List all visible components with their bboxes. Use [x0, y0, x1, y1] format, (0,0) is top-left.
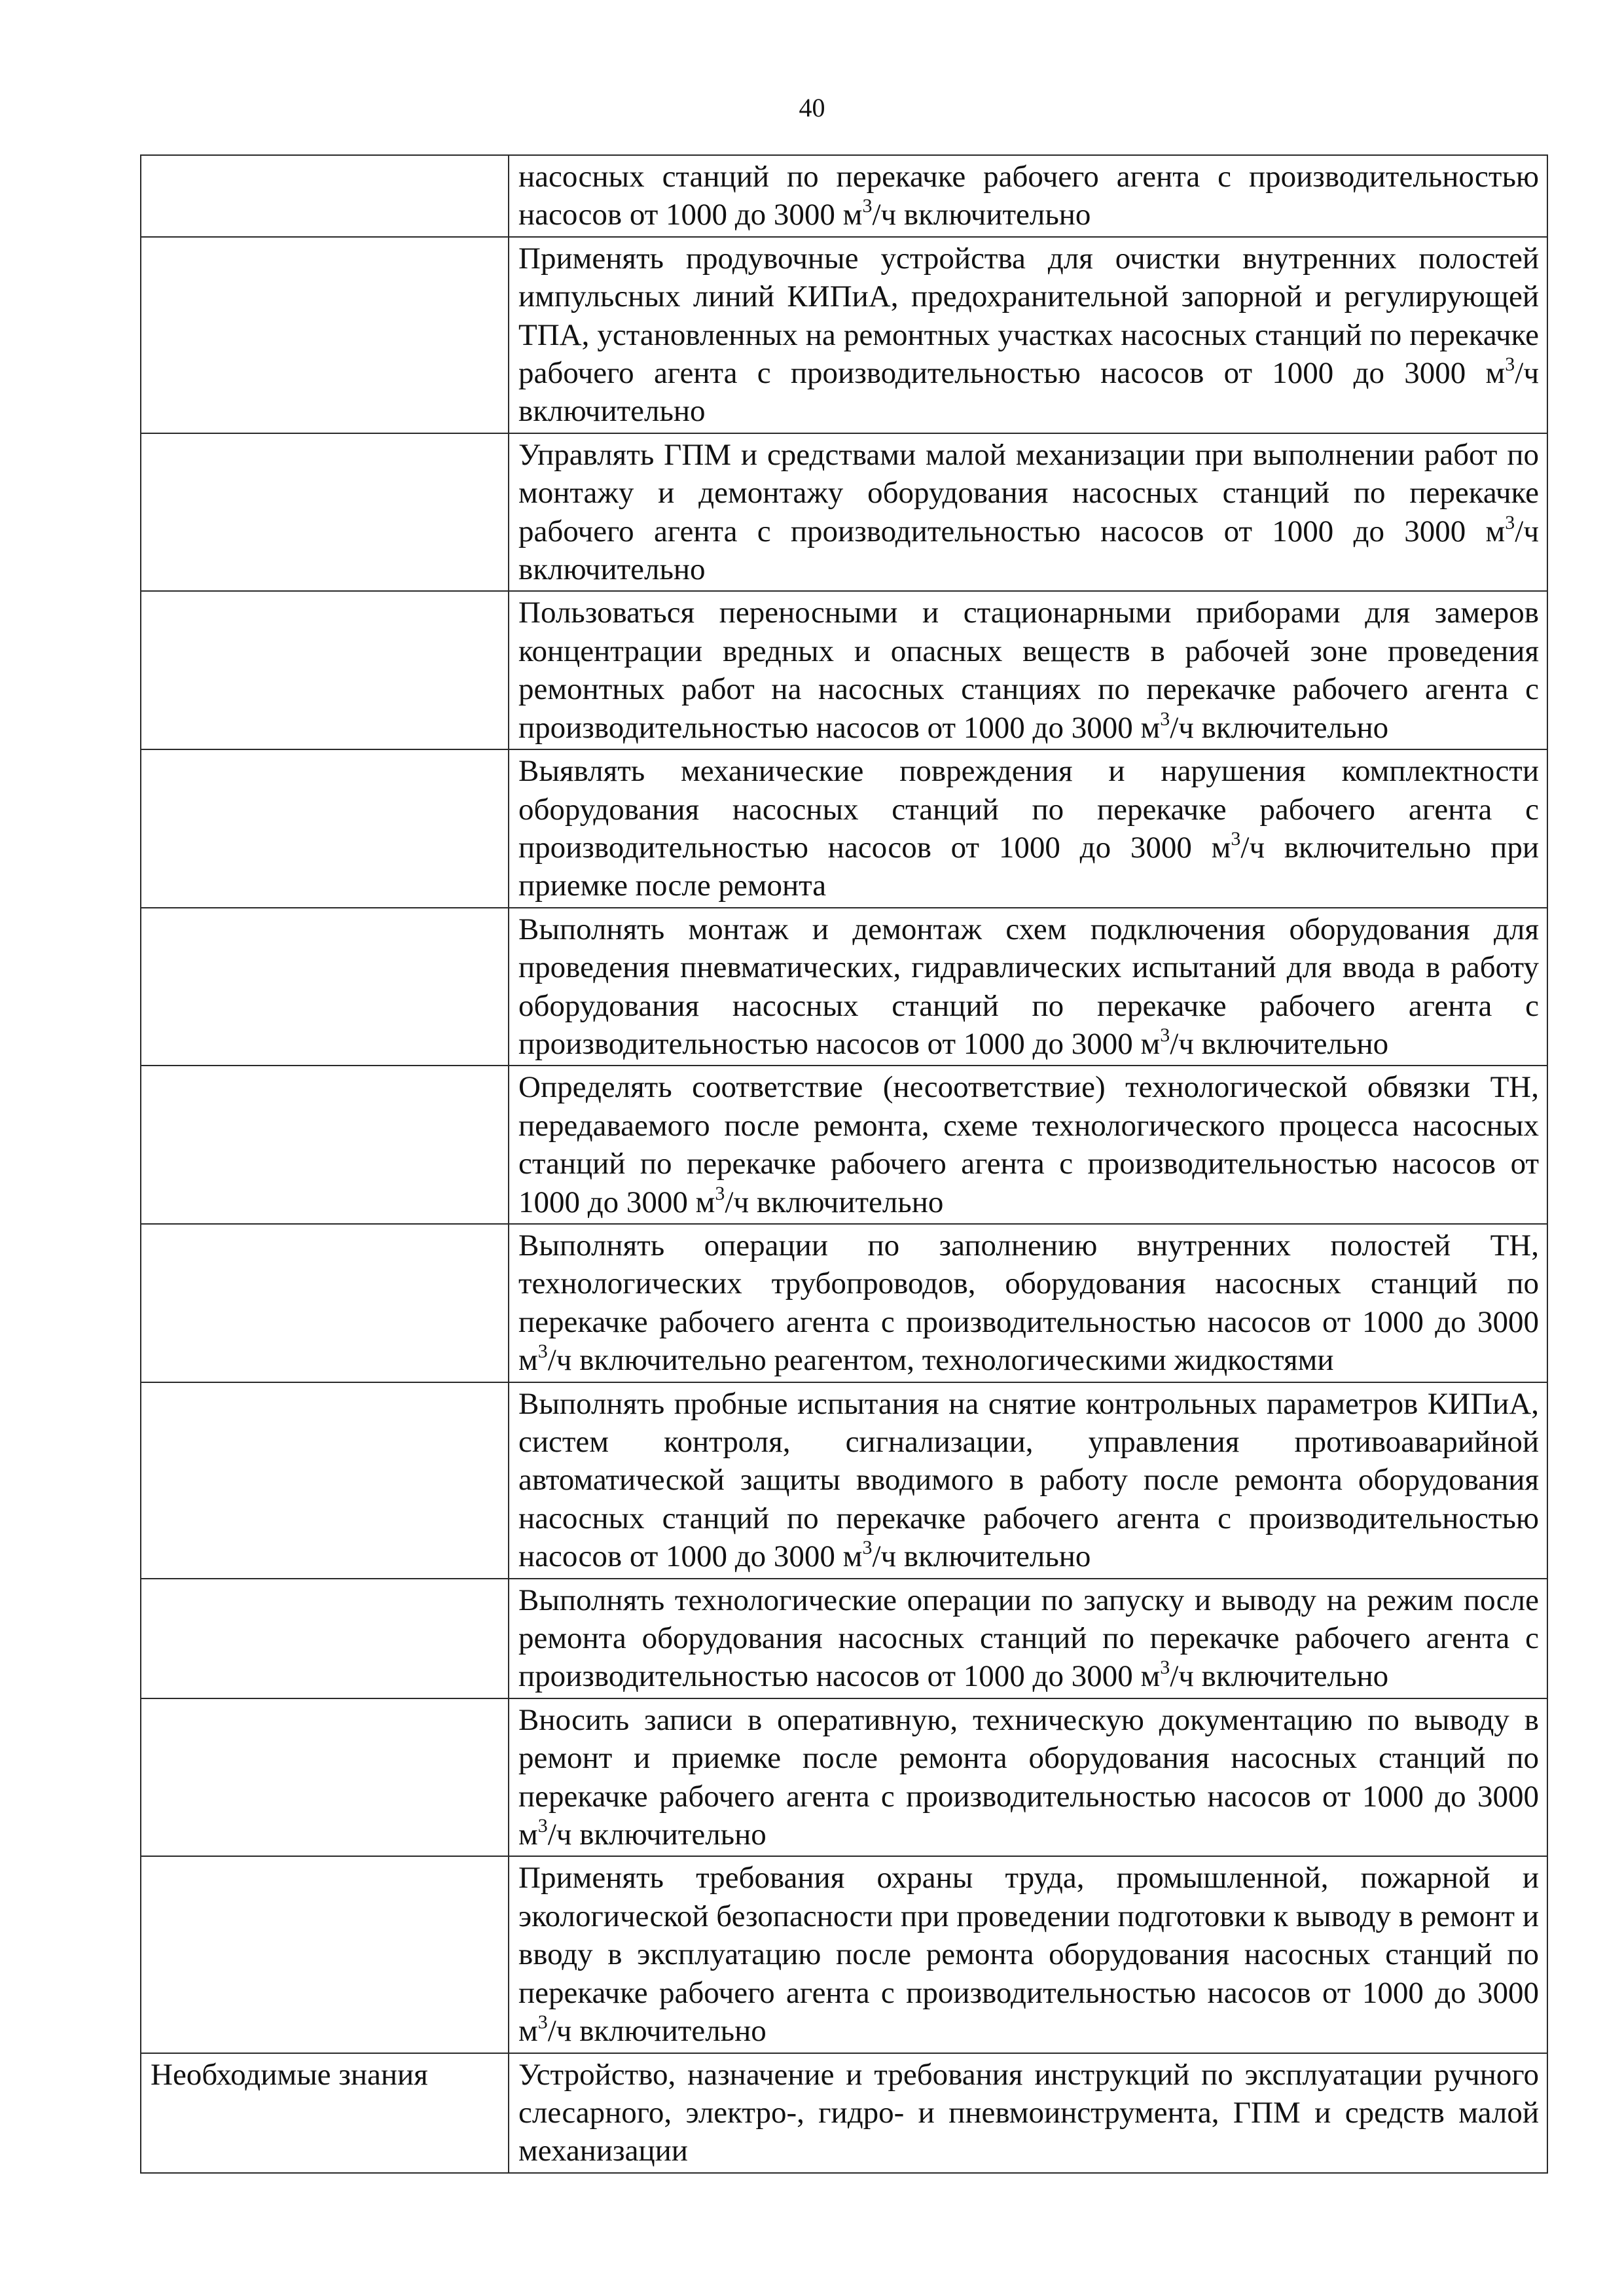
cell-text: /ч включительно — [872, 198, 1091, 232]
cell-text: Выявлять механические повреждения и нарушения комплектности оборудования насосных станций по перекачке рабочего агента с производительностью насосов от 1000 до 3000 м — [518, 754, 1539, 865]
row-text-cell — [509, 908, 1547, 1066]
cell-text: Пользоваться переносными и стационарными приборами для замеров концентрации вредных и опасных веществ в рабочей зоне проведения ремонтных работ на насосных станциях по перекачке рабочего агента с производительностью насосов от 1000 до 3000 м — [518, 596, 1539, 745]
table-row — [141, 1382, 1547, 1579]
cell-text: /ч включительно — [547, 2014, 767, 2049]
table-row — [141, 1224, 1547, 1382]
row-text-cell — [509, 1066, 1547, 1224]
cell-text: Вносить записи в оперативную, техническую документацию по выводу в ремонт и приемке после ремонта оборудования насосных станций по перекачке рабочего агента с производительностью насосов от 1000 до 3000 м — [518, 1702, 1539, 1852]
superscript-text: 3 — [1160, 708, 1170, 730]
row-label-cell: Необходимые знания — [141, 2053, 509, 2173]
cell-text: Применять продувочные устройства для очистки внутренних полостей импульсных линий КИПиА, предохранительной запорной и регулирующей ТПА, установленных на ремонтных участках насосных станций по перекачке рабочего агента с производительностью насосов от 1000 до 3000 м — [518, 241, 1539, 391]
row-text-cell — [509, 433, 1547, 592]
cell-text: /ч включительно — [518, 356, 1539, 429]
row-label-cell — [141, 237, 509, 433]
cell-text: /ч включительно — [725, 1185, 944, 1219]
superscript-text: 3 — [862, 1537, 873, 1559]
row-text-cell — [509, 237, 1547, 433]
superscript-text: 3 — [1505, 353, 1515, 376]
cell-text: /ч включительно — [872, 1539, 1091, 1574]
row-text-cell — [509, 749, 1547, 908]
row-text-cell — [509, 155, 1547, 237]
row-label-cell — [141, 1066, 509, 1224]
cell-text: /ч включительно при приемке после ремонта — [518, 830, 1539, 903]
table-row — [141, 155, 1547, 237]
table-row — [141, 433, 1547, 592]
cell-text: /ч включительно реагентом, технологическими жидкостями — [547, 1343, 1334, 1378]
cell-text: Выполнять технологические операции по запуску и выводу на режим после ремонта оборудования насосных станций по перекачке рабочего агента с производительностью насосов от 1000 до 3000 м — [518, 1583, 1539, 1694]
table-row — [141, 1579, 1547, 1698]
row-label-cell — [141, 1856, 509, 2053]
row-label-cell — [141, 1382, 509, 1579]
table-row — [141, 1066, 1547, 1224]
cell-text: /ч включительно — [1170, 710, 1389, 745]
cell-text: /ч включительно — [518, 514, 1539, 587]
table-body — [141, 155, 1547, 2173]
row-label-cell — [141, 155, 509, 237]
cell-text: Выполнять монтаж и демонтаж схем подключения оборудования для проведения пневматических, гидравлических испытаний для ввода в работу оборудования насосных станций по перекачке рабочего агента с производительностью насосов от 1000 до 3000 м — [518, 912, 1539, 1061]
superscript-text: 3 — [537, 1340, 548, 1363]
row-text-cell — [509, 1579, 1547, 1698]
cell-text: /ч включительно — [1170, 1026, 1389, 1061]
superscript-text: 3 — [537, 1815, 548, 1837]
table-row — [141, 591, 1547, 749]
cell-text: Определять соответствие (несоответствие) технологической обвязки ТН, передаваемого после ремонта, схеме технологического процесса насосных станций по перекачке рабочего агента с производительностью насосов от 1000 до 3000 м — [518, 1070, 1539, 1219]
row-text-cell — [509, 1224, 1547, 1382]
row-text-cell — [509, 1856, 1547, 2053]
cell-text: насосных станций по перекачке рабочего агента с производительностью насосов от 1000 до 3000 м — [518, 160, 1539, 232]
row-label-cell — [141, 433, 509, 592]
cell-text: Применять требования охраны труда, промышленной, пожарной и экологической безопасности при проведении подготовки к выводу в ремонт и вводу в эксплуатацию после ремонта оборудования насосных станций по перекачке рабочего агента с производительностью насосов от 1000 до 3000 м — [518, 1861, 1539, 2049]
superscript-text: 3 — [1505, 511, 1515, 533]
row-label-cell — [141, 591, 509, 749]
row-text-cell — [509, 2053, 1547, 2173]
superscript-text: 3 — [1160, 1024, 1170, 1046]
row-text-cell — [509, 591, 1547, 749]
row-label-cell — [141, 1698, 509, 1857]
row-text-cell — [509, 1382, 1547, 1579]
table-row — [141, 749, 1547, 908]
table-row — [141, 1856, 1547, 2053]
cell-text: /ч включительно — [1170, 1659, 1389, 1694]
table-row — [141, 908, 1547, 1066]
cell-text: Управлять ГПМ и средствами малой механизации при выполнении работ по монтажу и демонтажу оборудования насосных станций по перекачке рабочего агента с производительностью насосов от 1000 до 3000 м — [518, 437, 1539, 548]
table-row — [141, 2053, 1547, 2173]
superscript-text: 3 — [1160, 1657, 1170, 1679]
page-number: 40 — [799, 93, 825, 122]
cell-text: /ч включительно — [547, 1818, 767, 1852]
table-row — [141, 1698, 1547, 1857]
superscript-text: 3 — [1231, 827, 1241, 850]
superscript-text: 3 — [537, 2011, 548, 2034]
row-label-cell — [141, 1224, 509, 1382]
cell-text: Устройство, назначение и требования инструкций по эксплуатации ручного слесарного, электро-, гидро- и пневмоинструмента, ГПМ и средств малой механизации — [518, 2057, 1539, 2168]
row-label-cell — [141, 1579, 509, 1698]
row-label-cell — [141, 749, 509, 908]
row-label-cell — [141, 908, 509, 1066]
cell-text: Выполнять пробные испытания на снятие контрольных параметров КИПиА, систем контроля, сигнализации, управления противоаварийной автоматической защиты вводимого в работу после ремонта оборудования насосных станций по перекачке рабочего агента с производительностью насосов от 1000 до 3000 м — [518, 1386, 1539, 1574]
cell-text: Выполнять операции по заполнению внутренних полостей ТН, технологических трубопроводов, оборудования насосных станций по перекачке рабочего агента с производительностью насосов от 1000 до 3000 м — [518, 1228, 1539, 1378]
requirements-table — [140, 154, 1548, 2174]
row-text-cell — [509, 1698, 1547, 1857]
superscript-text: 3 — [862, 195, 873, 217]
table-row — [141, 237, 1547, 433]
superscript-text: 3 — [715, 1182, 725, 1204]
